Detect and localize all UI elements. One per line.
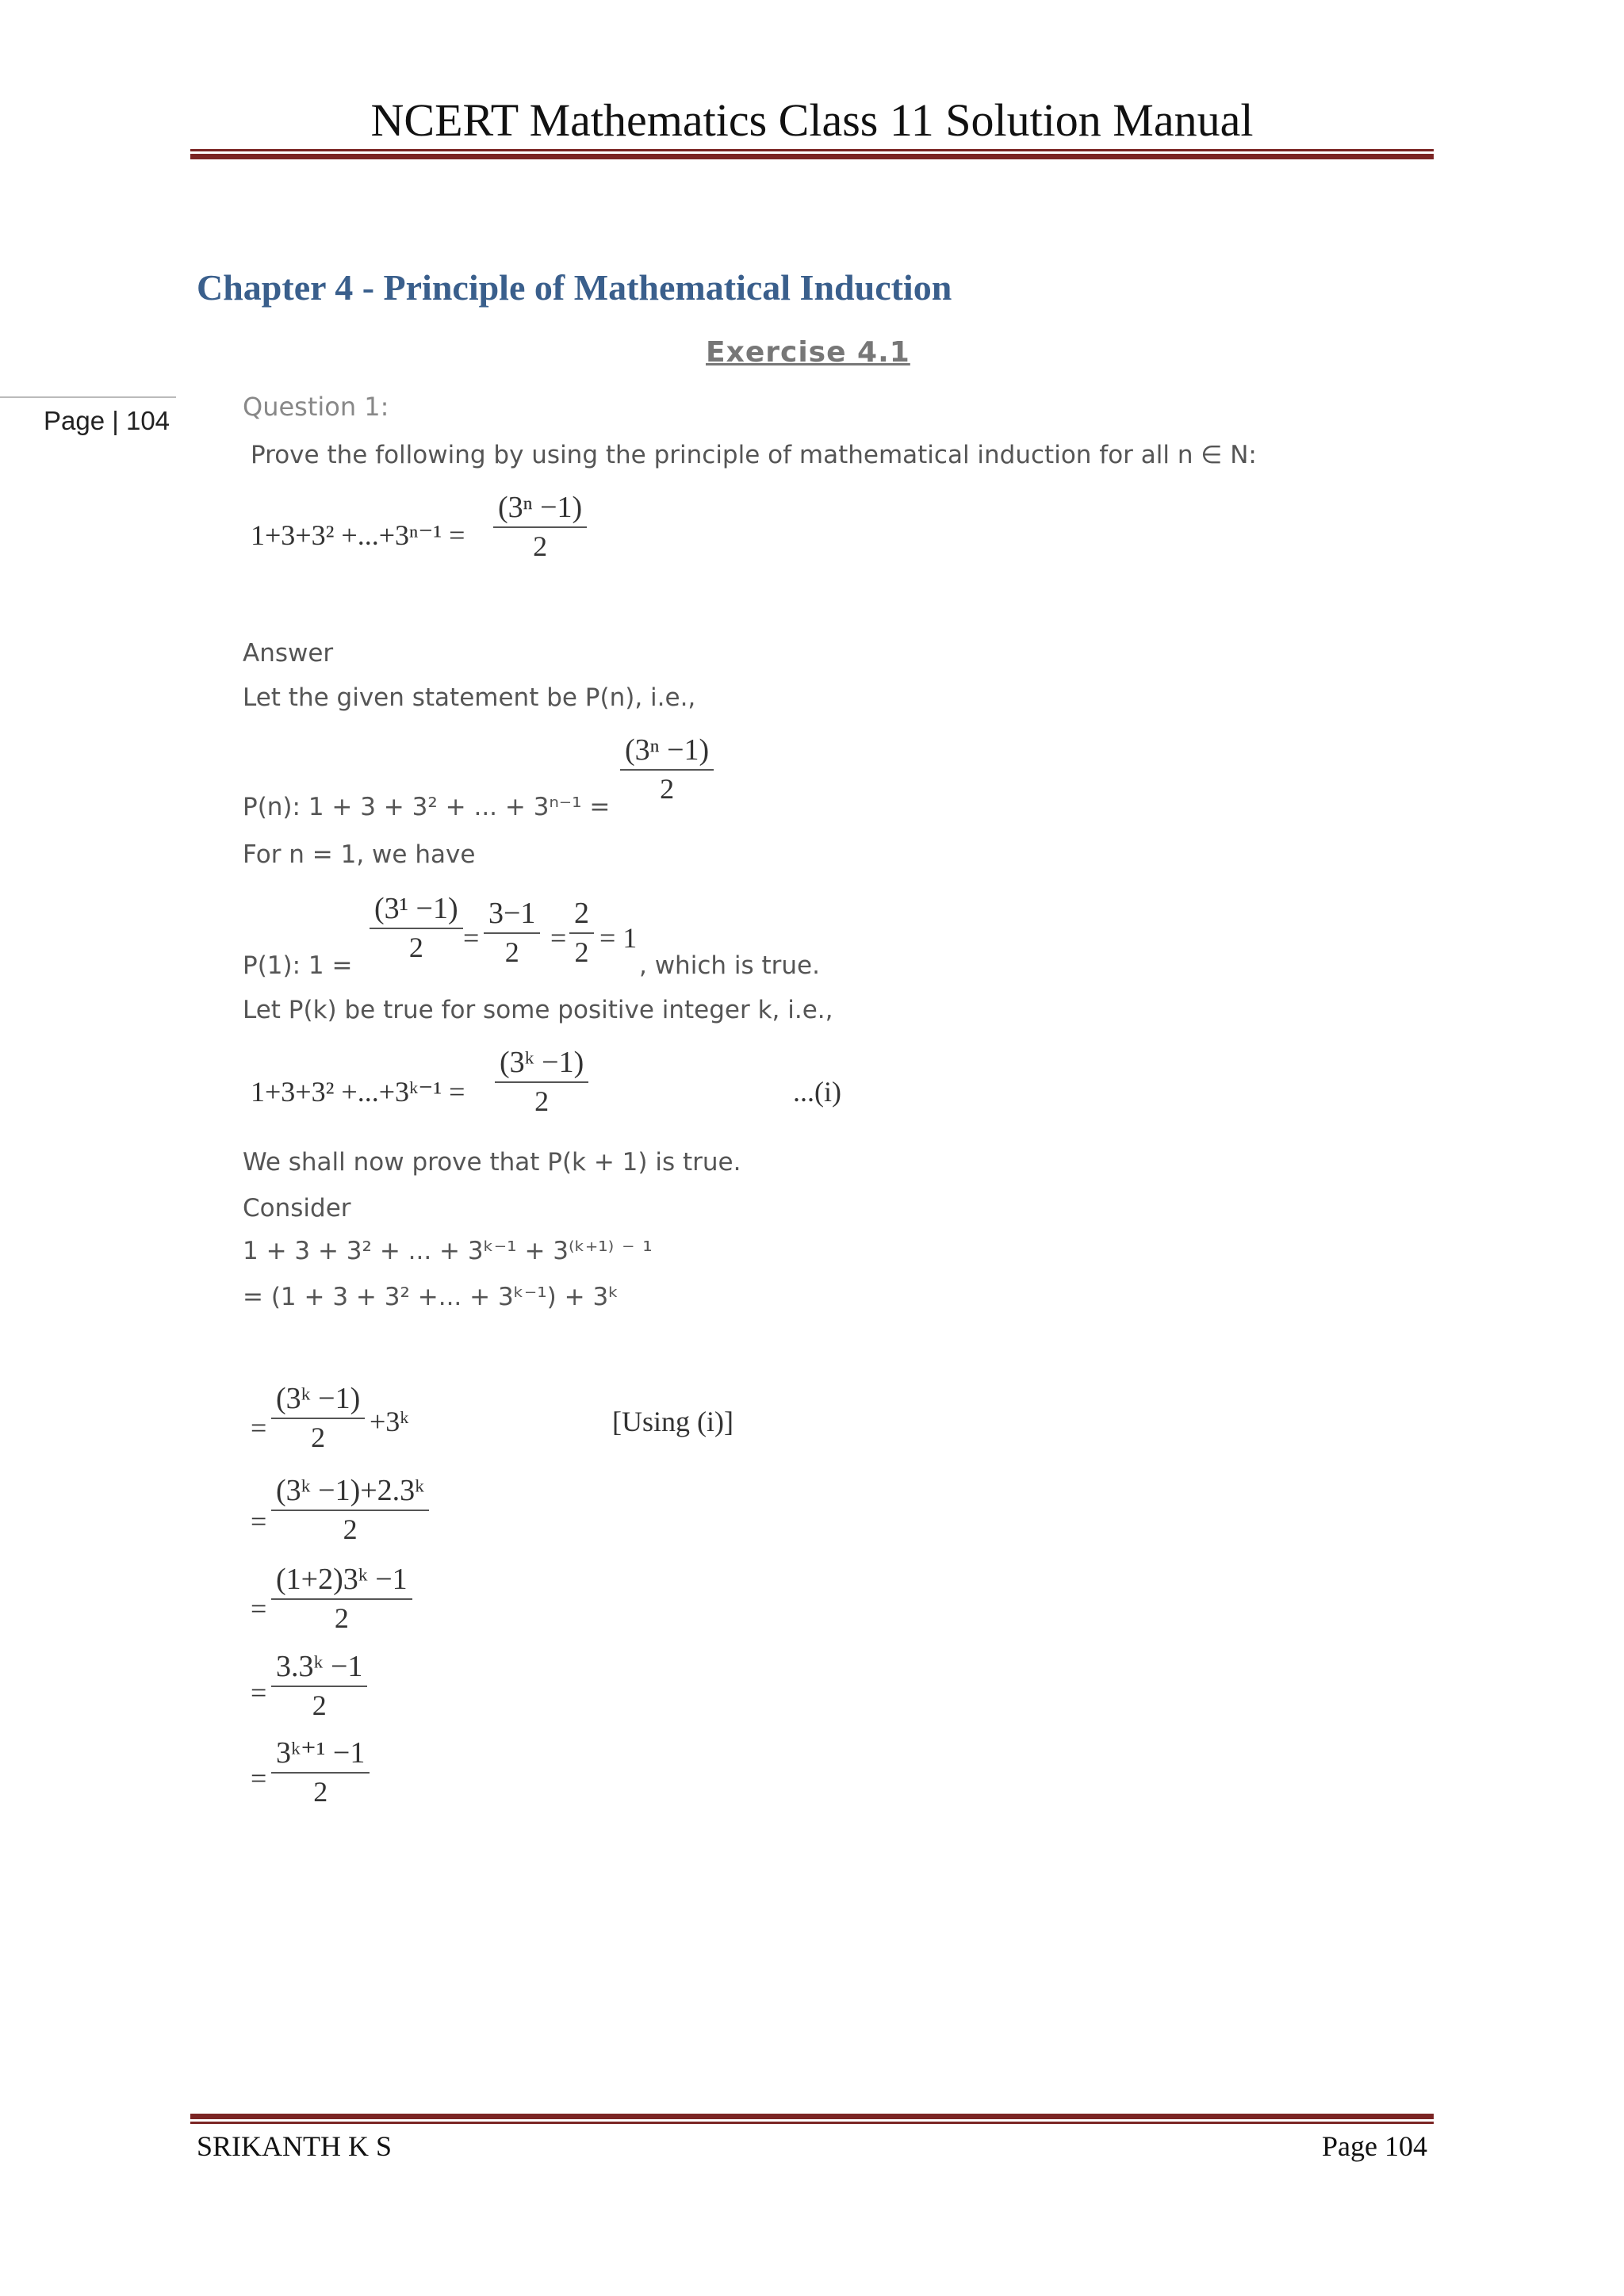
fraction-numerator: 3.3ᵏ −1 — [271, 1649, 367, 1687]
pn-statement-lhs: P(n): 1 + 3 + 3² + ... + 3ⁿ⁻¹ = — [243, 793, 611, 821]
p1-fraction-2 — [484, 896, 540, 969]
equals-sign: = — [550, 922, 567, 954]
step1-tail: +3ᵏ — [370, 1406, 409, 1437]
side-page-label: Page | 104 — [44, 406, 170, 435]
equals-sign: = — [251, 1412, 267, 1444]
equals-sign: = — [463, 922, 480, 954]
running-header: NCERT Mathematics Class 11 Solution Manual — [370, 94, 1254, 146]
header-rule-thick — [190, 154, 1434, 159]
fraction-denominator: 2 — [408, 932, 423, 963]
fraction-denominator: 2 — [660, 773, 675, 805]
footer-rule-thick — [190, 2114, 1434, 2119]
fraction-numerator: (3ⁿ −1) — [493, 490, 587, 528]
prove-k-plus-1: We shall now prove that P(k + 1) is true. — [243, 1148, 741, 1177]
question-lhs: 1+3+3² +...+3ⁿ⁻¹ = — [251, 519, 465, 551]
step2-fraction — [271, 1473, 429, 1546]
fraction-numerator: 3−1 — [484, 896, 540, 934]
pn-statement-fraction — [620, 733, 714, 806]
footer-author: SRIKANTH K S — [197, 2130, 393, 2162]
inductive-hypothesis-intro: Let P(k) be true for some positive integer k, i.e., — [243, 996, 833, 1024]
step1-note: [Using (i)] — [612, 1406, 733, 1437]
equals-sign: = — [251, 1593, 267, 1624]
equals-sign: = — [251, 1506, 267, 1537]
fraction-denominator: 2 — [534, 1085, 550, 1117]
fraction-numerator: (3ᵏ −1) — [495, 1045, 588, 1083]
p1-fraction-1 — [370, 891, 463, 964]
fraction-denominator: 2 — [311, 1422, 326, 1453]
p1-fraction-3 — [569, 896, 594, 969]
fraction-denominator: 2 — [334, 1602, 349, 1634]
p1-true-note: , which is true. — [639, 951, 820, 980]
question-prompt: Prove the following by using the principle of mathematical induction for all n ∈ N: — [251, 441, 1257, 469]
fraction-numerator: (3¹ −1) — [370, 891, 463, 929]
answer-intro: Let the given statement be P(n), i.e., — [243, 683, 696, 712]
exercise-heading: Exercise 4.1 — [706, 336, 910, 369]
pk-fraction — [495, 1045, 588, 1118]
equation-reference: ...(i) — [793, 1076, 841, 1108]
fraction-denominator: 2 — [533, 530, 548, 562]
base-case-intro: For n = 1, we have — [243, 840, 476, 869]
fraction-numerator: (1+2)3ᵏ −1 — [271, 1562, 412, 1600]
fraction-denominator: 2 — [574, 936, 589, 968]
question-rhs-fraction — [493, 490, 587, 563]
step4-fraction — [271, 1649, 367, 1722]
fraction-numerator: (3ⁿ −1) — [620, 733, 714, 771]
footer-page-number: Page 104 — [1322, 2130, 1427, 2162]
p1-result: = 1 — [599, 922, 638, 954]
sum-line-2: = (1 + 3 + 3² +... + 3ᵏ⁻¹) + 3ᵏ — [243, 1283, 619, 1311]
fraction-denominator: 2 — [313, 1776, 328, 1808]
step1-fraction — [271, 1381, 365, 1454]
step5-fraction — [271, 1735, 370, 1808]
step3-fraction — [271, 1562, 412, 1635]
header-rule-thin — [190, 149, 1434, 151]
chapter-title: Chapter 4 - Principle of Mathematical Induction — [197, 267, 952, 308]
fraction-numerator: (3ᵏ −1) — [271, 1381, 365, 1419]
sum-line-1: 1 + 3 + 3² + ... + 3ᵏ⁻¹ + 3⁽ᵏ⁺¹⁾ ⁻ ¹ — [243, 1237, 653, 1265]
fraction-denominator: 2 — [312, 1689, 327, 1721]
fraction-numerator: 3ᵏ⁺¹ −1 — [271, 1735, 370, 1774]
fraction-denominator: 2 — [343, 1513, 358, 1545]
consider-label: Consider — [243, 1194, 351, 1223]
fraction-numerator: (3ᵏ −1)+2.3ᵏ — [271, 1473, 429, 1511]
answer-label: Answer — [243, 639, 334, 668]
pk-lhs: 1+3+3² +...+3ᵏ⁻¹ = — [251, 1076, 465, 1108]
side-rule — [0, 396, 176, 398]
equals-sign: = — [251, 1677, 267, 1709]
fraction-numerator: 2 — [569, 896, 594, 934]
p1-lhs: P(1): 1 = — [243, 951, 353, 980]
equals-sign: = — [251, 1762, 267, 1794]
footer-rule-thin — [190, 2122, 1434, 2124]
fraction-denominator: 2 — [504, 936, 519, 968]
question-label: Question 1: — [243, 392, 389, 422]
